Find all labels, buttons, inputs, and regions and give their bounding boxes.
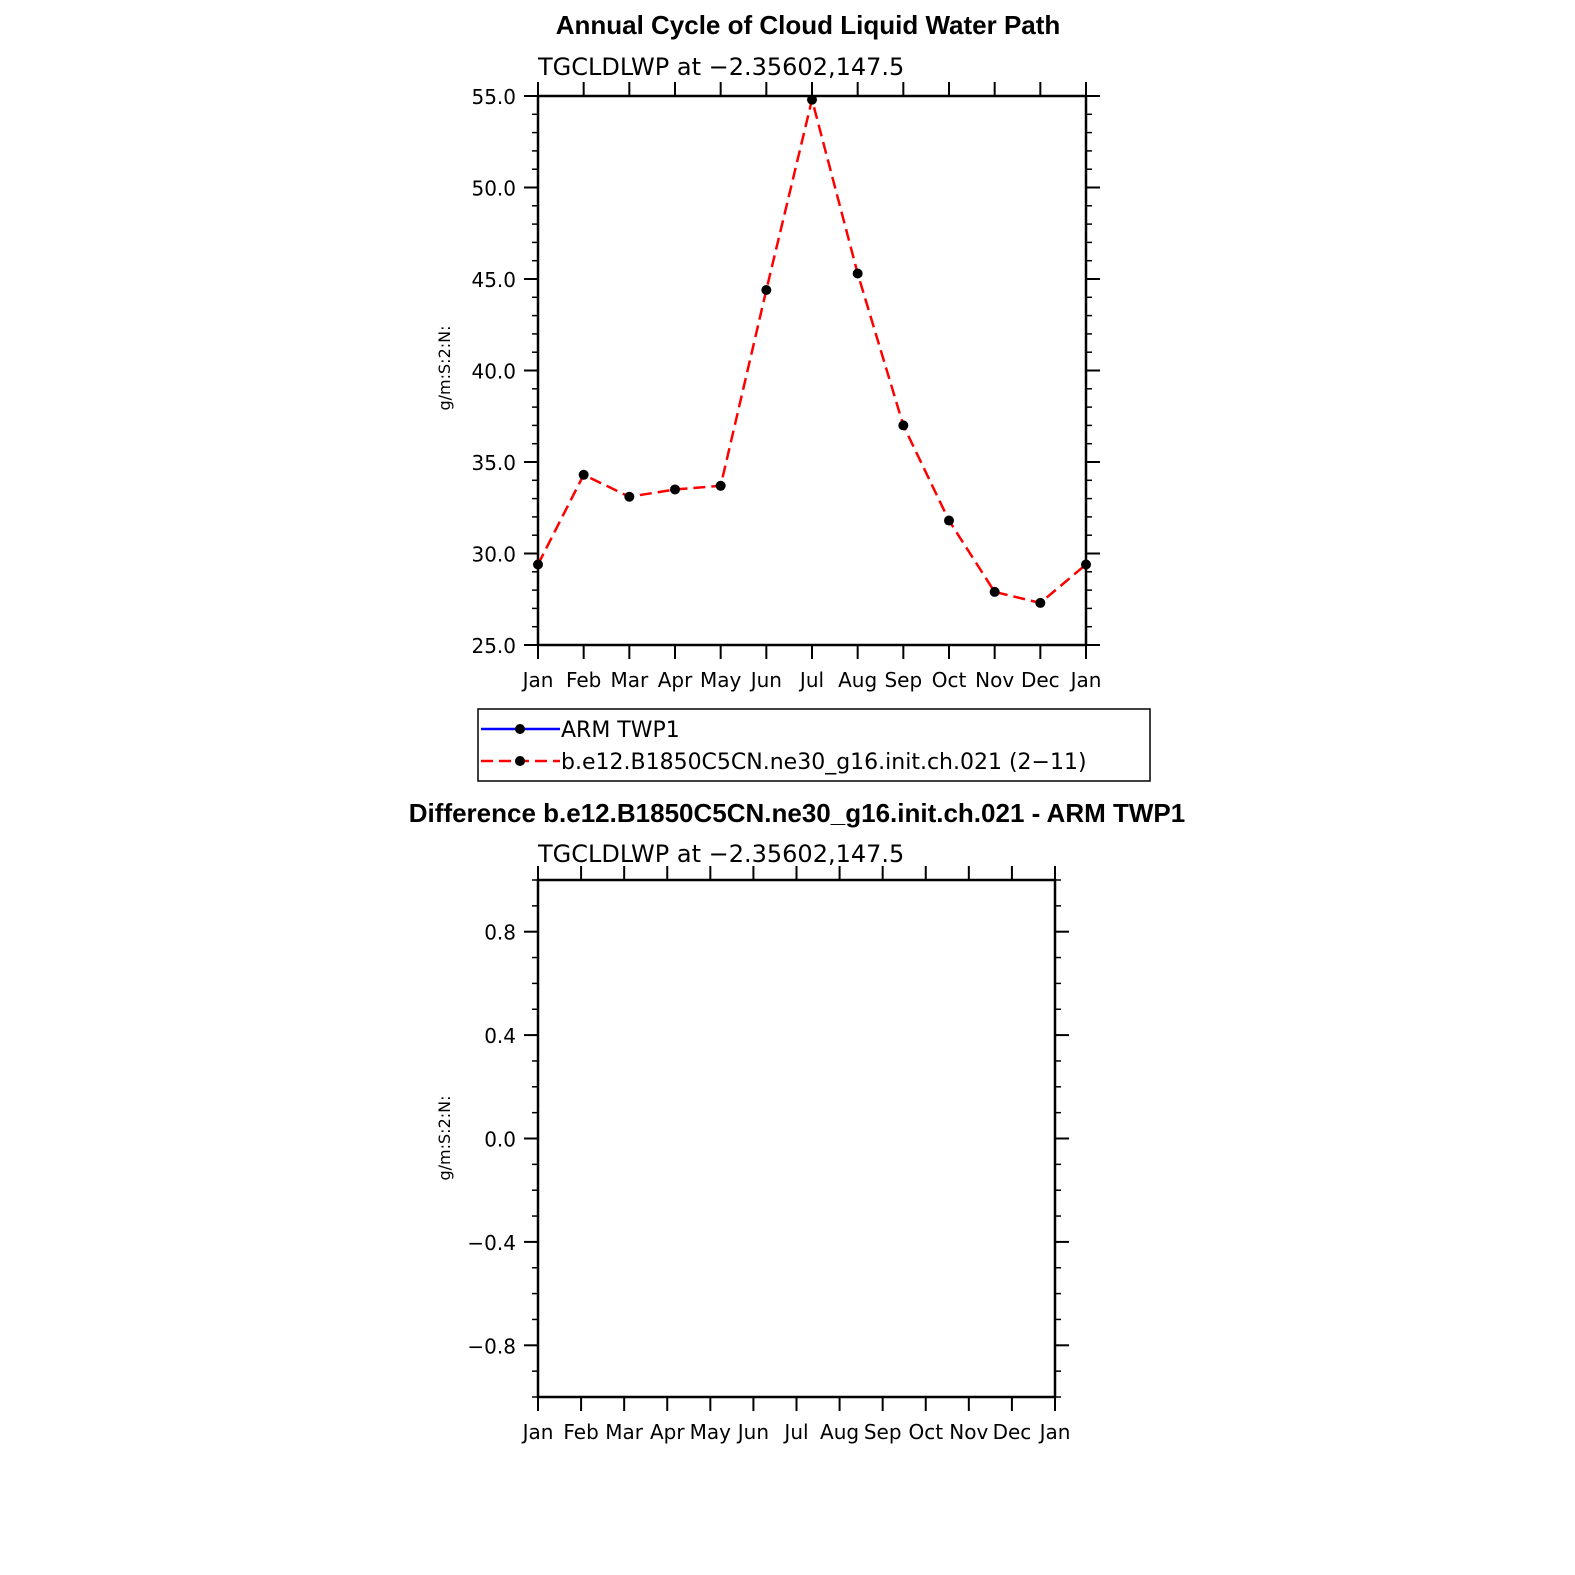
data-point [761, 285, 771, 295]
y-tick-label: 50.0 [471, 176, 516, 201]
chart-subtitle: TGCLDLWP at −2.35602,147.5 [538, 53, 905, 81]
x-tick-label: Sep [884, 668, 923, 692]
y-tick-label: 45.0 [471, 268, 516, 292]
x-tick-label: Jan [522, 1420, 554, 1444]
data-point [898, 420, 908, 430]
data-point [624, 492, 634, 502]
x-axis-ticks [521, 82, 1102, 692]
data-point [853, 269, 863, 279]
data-point [579, 470, 589, 480]
x-tick-label: Mar [605, 1420, 644, 1444]
series-group [533, 95, 1091, 608]
x-tick-label: Jan [1070, 668, 1102, 692]
x-tick-label: Dec [992, 1420, 1032, 1444]
chart-subtitle: TGCLDLWP at −2.35602,147.5 [538, 840, 905, 868]
x-tick-label: Apr [649, 1420, 685, 1444]
x-tick-label: Feb [565, 668, 602, 692]
y-tick-label: −0.8 [467, 1334, 516, 1359]
difference-chart [409, 798, 1185, 1444]
y-tick-label: 30.0 [471, 542, 516, 567]
y-axis-label: g/m:S:2:N: [435, 325, 454, 411]
legend-marker-model [515, 756, 525, 766]
y-tick-label: 35.0 [471, 451, 516, 475]
x-tick-label: Oct [908, 1420, 944, 1444]
x-tick-label: Jan [522, 668, 554, 692]
y-tick-label: 55.0 [471, 85, 516, 109]
data-point [533, 559, 543, 569]
data-point [1035, 598, 1045, 608]
data-point [716, 481, 726, 491]
y-axis-label: g/m:S:2:N: [435, 1095, 454, 1181]
x-tick-label: Aug [820, 1420, 860, 1444]
chart-title: Annual Cycle of Cloud Liquid Water Path [555, 10, 1061, 40]
data-point [990, 587, 1000, 597]
data-point [1081, 559, 1091, 569]
plot-frame [538, 880, 1055, 1397]
annual-cycle-chart [435, 10, 1150, 781]
x-tick-label: Jul [784, 1420, 809, 1444]
y-axis-ticks [471, 85, 1100, 658]
x-tick-label: Dec [1020, 668, 1060, 692]
y-tick-label: 25.0 [471, 634, 516, 658]
data-point [807, 95, 817, 105]
x-tick-label: Mar [610, 668, 649, 692]
y-tick-label: 0.0 [484, 1127, 516, 1152]
x-tick-label: Feb [563, 1420, 599, 1444]
x-tick-label: Sep [863, 1420, 902, 1444]
x-tick-label: Aug [838, 668, 878, 692]
legend [478, 709, 1150, 781]
legend-label-model: b.e12.B1850C5CN.ne30_g16.init.ch.021 (2−11) [561, 750, 1087, 775]
y-tick-label: 40.0 [471, 359, 516, 384]
data-point [944, 516, 954, 526]
series-line [538, 100, 1086, 603]
x-tick-label: Nov [949, 1420, 989, 1444]
x-tick-label: Oct [931, 668, 967, 692]
x-axis-ticks [521, 866, 1071, 1444]
data-point [670, 484, 680, 494]
x-tick-label: Jan [1039, 1420, 1071, 1444]
x-tick-label: Jun [750, 668, 782, 692]
chart-title: Difference b.e12.B1850C5CN.ne30_g16.init.ch.021 - ARM TWP1 [408, 798, 1186, 828]
x-tick-label: Jun [737, 1420, 770, 1444]
legend-label-arm: ARM TWP1 [561, 718, 680, 743]
y-axis-ticks [467, 880, 1069, 1397]
x-tick-label: Jul [799, 668, 825, 692]
x-tick-label: Apr [657, 668, 693, 692]
x-tick-label: May [689, 1420, 732, 1444]
y-tick-label: −0.4 [467, 1230, 516, 1255]
y-tick-label: 0.4 [484, 1024, 516, 1049]
x-tick-label: May [699, 668, 742, 692]
y-tick-label: 0.8 [484, 920, 516, 945]
plot-frame [538, 96, 1086, 645]
x-tick-label: Nov [975, 668, 1015, 692]
legend-marker-arm [515, 724, 525, 734]
